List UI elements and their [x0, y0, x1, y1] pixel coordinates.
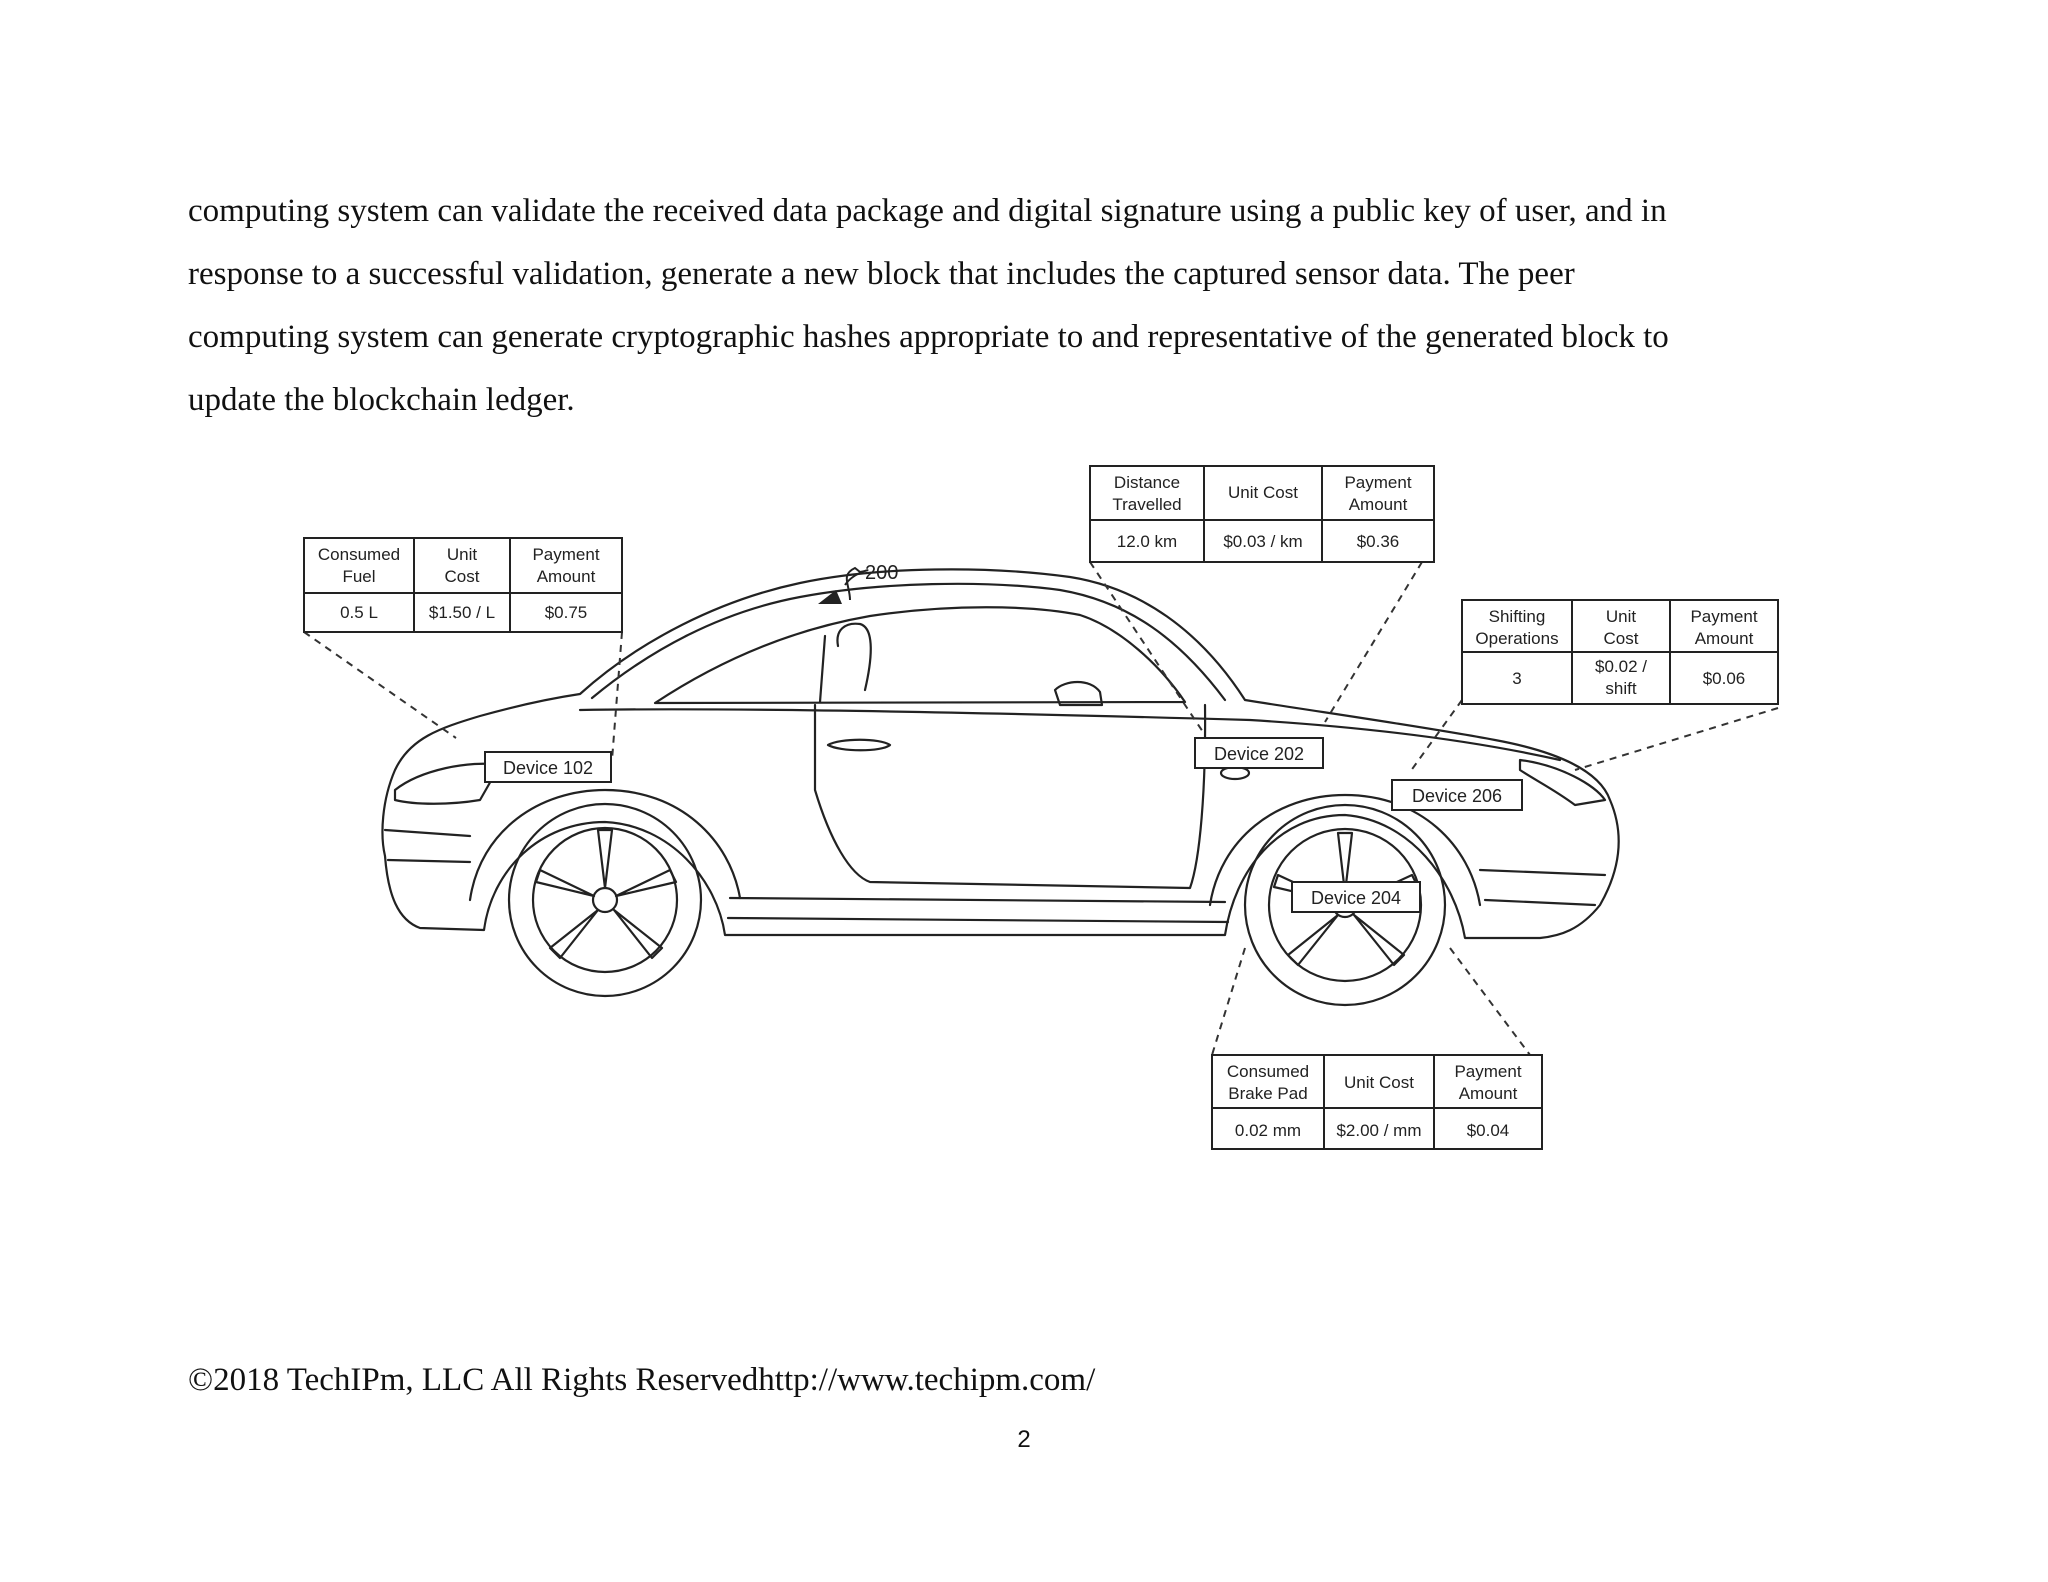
brake-header-unit-cost: Unit Cost	[1344, 1073, 1414, 1092]
svg-text:Device 206: Device 206	[1411, 786, 1503, 806]
fuel-header-cost: Cost	[444, 567, 480, 586]
fuel-value-consumed: 0.5 L	[340, 603, 378, 622]
device-102-label	[485, 752, 611, 782]
front-grille	[388, 860, 470, 862]
shifting-table	[1462, 600, 1778, 704]
brake-value-unit-cost: $2.00 / mm	[1336, 1121, 1422, 1140]
reference-numeral: 200	[865, 562, 899, 584]
headrest	[837, 624, 870, 690]
front-wheel-rim	[533, 828, 677, 972]
shifting-header-cost: Cost	[1603, 629, 1639, 648]
shifting-header-shifting: Shifting	[1488, 607, 1546, 626]
shifting-header-operations: Operations	[1475, 629, 1559, 648]
fuel-value-unit-cost: $1.50 / L	[428, 603, 496, 622]
shifting-header-payment: Payment	[1690, 607, 1758, 626]
device-202-label	[1195, 738, 1323, 768]
distance-header-distance: Distance	[1113, 473, 1181, 492]
device-206-label	[1392, 780, 1522, 810]
brake-header-amount: Amount	[1458, 1084, 1518, 1103]
shifting-header-unit: Unit	[1605, 607, 1637, 626]
svg-text:Device 204: Device 204	[1310, 888, 1402, 908]
distance-header-amount: Amount	[1348, 495, 1408, 514]
door-handle	[828, 740, 890, 751]
fuel-header-amount: Amount	[536, 567, 596, 586]
shifting-value-operations: 3	[1512, 669, 1522, 688]
distance-header-payment: Payment	[1344, 473, 1412, 492]
fuel-header-consumed: Consumed	[317, 545, 401, 564]
front-wheel-tire	[509, 804, 701, 996]
shifting-value-payment: $0.06	[1702, 669, 1746, 688]
distance-value-unit-cost: $0.03 / km	[1223, 532, 1303, 551]
page-number: 2	[1017, 1426, 1031, 1453]
paragraph-line: computing system can validate the received data package and digital signature using a public key of user, and in	[188, 193, 1667, 229]
side-sill	[730, 898, 1225, 902]
device-204-label	[1292, 882, 1420, 912]
distance-header-travelled: Travelled	[1112, 495, 1182, 514]
paragraph-line: update the blockchain ledger.	[188, 382, 575, 418]
side-window	[655, 607, 1185, 703]
brake-header-consumed: Consumed	[1226, 1062, 1310, 1081]
fuel-header-fuel: Fuel	[342, 567, 376, 586]
rear-bumper-lower	[1485, 900, 1595, 905]
brake-table	[1212, 1055, 1542, 1149]
front-bumper	[385, 830, 470, 836]
belt-line	[580, 709, 1560, 760]
paragraph-line: computing system can generate cryptographic hashes appropriate to and representative of the generated block to	[188, 319, 1669, 355]
svg-text:Device 102: Device 102	[502, 758, 594, 778]
rear-light	[1520, 760, 1605, 805]
distance-value-payment: $0.36	[1356, 532, 1400, 551]
brake-value-consumed: 0.02 mm	[1234, 1121, 1302, 1140]
window-pillar	[820, 636, 825, 702]
paragraph-line: response to a successful validation, generate a new block that includes the captured sensor data. The peer	[188, 256, 1575, 292]
svg-text:Device 202: Device 202	[1213, 744, 1305, 764]
distance-value-travelled: 12.0 km	[1116, 532, 1178, 551]
distance-table	[1090, 466, 1434, 562]
brake-value-payment: $0.04	[1466, 1121, 1510, 1140]
rear-bumper	[1480, 870, 1605, 875]
fuel-header-unit: Unit	[446, 545, 478, 564]
fuel-table	[304, 538, 622, 632]
side-sill-lower	[728, 918, 1228, 922]
fuel-header-payment: Payment	[532, 545, 600, 564]
copyright-footer: ©2018 TechIPm, LLC All Rights Reservedhttp://www.techipm.com/	[188, 1362, 1096, 1398]
shifting-header-amount: Amount	[1694, 629, 1754, 648]
fuel-value-payment: $0.75	[544, 603, 588, 622]
brake-header-payment: Payment	[1454, 1062, 1522, 1081]
front-wheel-hub	[593, 888, 617, 912]
shifting-value-unit-cost-unit: shift	[1605, 679, 1637, 698]
shifting-value-unit-cost: $0.02 /	[1595, 657, 1647, 676]
brake-header-brake-pad: Brake Pad	[1228, 1084, 1308, 1103]
door-outline	[815, 705, 1205, 888]
distance-header-unit-cost: Unit Cost	[1228, 483, 1298, 502]
